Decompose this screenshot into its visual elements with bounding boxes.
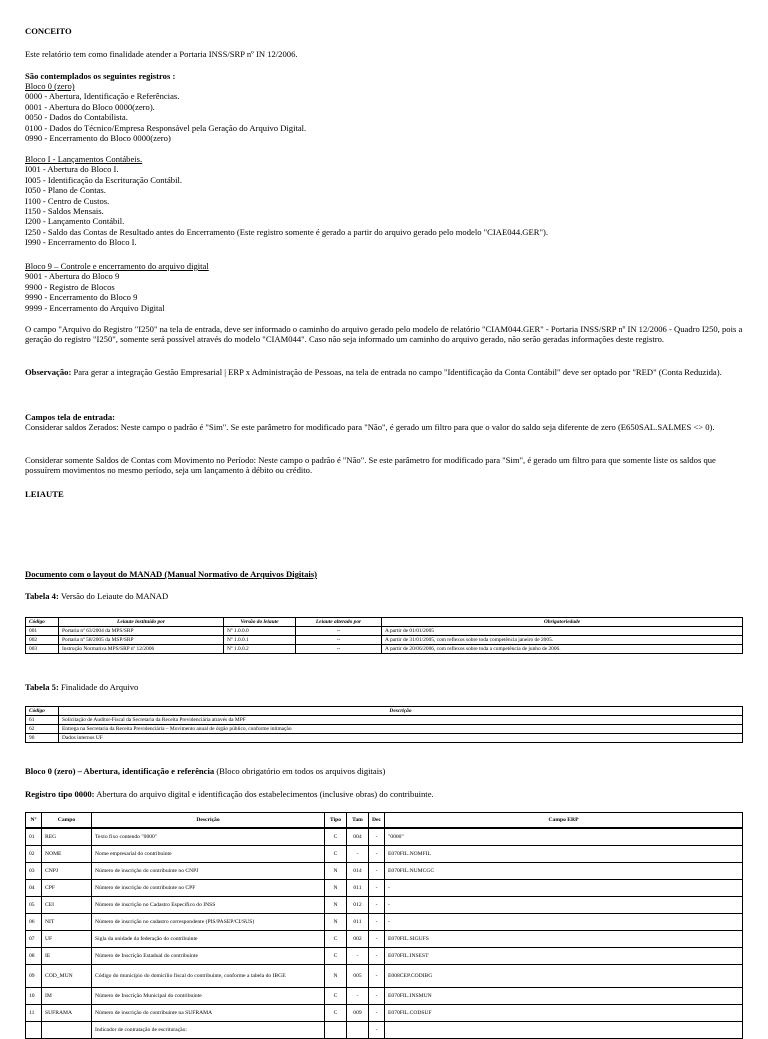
table-cell: "0000"	[385, 829, 743, 846]
list-item: I200 - Lançamento Contábil.	[25, 216, 125, 227]
list-item: 9990 - Encerramento do Bloco 9	[25, 292, 138, 303]
table-cell: -	[369, 931, 385, 948]
table-cell: 01	[26, 829, 42, 846]
campo-registro-paragraph: O campo "Arquivo do Registro "I250" na tela de entrada, deve ser informado o caminho do arquivo gerado pelo modelo de relatório "CIAM044.GER" - Portaria INSS/SRP nº IN 12/2006 - Quadro I250, pois a geração do registro "I250", somente será possível através do modelo "CIAM044". Caso não seja informado um caminho do arquivo gerado, não serão geradas informações deste registro.	[25, 324, 743, 345]
table-cell: E070FIL.CODSUF	[385, 1005, 743, 1022]
table-cell: 014	[347, 863, 369, 880]
table-cell: REG	[42, 829, 92, 846]
table-header-cell: Dec	[369, 813, 385, 828]
observacao-text: Para gerar a integração Gestão Empresarial | ERP x Administração de Pessoas, na tela de entrada no campo "Identificação da Conta Contábil" deve ser optado por "RED" (Conta Reduzida).	[71, 367, 722, 377]
table-cell: 011	[347, 880, 369, 897]
list-item: I001 - Abertura do Bloco I.	[25, 164, 119, 175]
table-cell: N	[325, 863, 347, 880]
table-cell: 09	[26, 965, 42, 988]
table-cell: CEI	[42, 897, 92, 914]
table-cell: N	[325, 880, 347, 897]
list-item: I150 - Saldos Mensais.	[25, 206, 104, 217]
table-cell: Nº 1.0.0.1	[224, 636, 296, 645]
table-cell: Número de inscrição no Cadastro Específico do INSS	[92, 897, 325, 914]
table-cell: -	[369, 846, 385, 863]
table-cell	[385, 1022, 743, 1039]
table-cell: 009	[347, 1005, 369, 1022]
table-row	[26, 846, 743, 863]
table-cell: 005	[347, 965, 369, 988]
table-header-cell: Campo ERP	[385, 813, 743, 828]
table-cell: -	[347, 948, 369, 965]
table-header-cell: Tipo	[325, 813, 347, 828]
intro-text: Este relatório tem como finalidade atender a Portaria INSS/SRP nº IN 12/2006.	[25, 49, 298, 59]
table-row	[26, 880, 743, 897]
table-5-title: Finalidade do Arquivo	[58, 682, 139, 692]
table-header-cell: Leiaute instituído por	[59, 618, 224, 627]
table-4-caption	[25, 591, 168, 601]
table-cell: Portaria nº 63/2004 da MPS/SRP	[59, 627, 224, 636]
table-row	[26, 965, 743, 988]
table-4-label: Tabela 4:	[25, 591, 59, 601]
campos-paragraph-2: Considerar somente Saldos de Contas com Movimento no Período: Neste campo o padrão é "Não". Se este parâmetro for modificado para "Sim", é gerado um filtro para que somente liste os saldos que possuírem movimentos no mesmo período, seja um lançamento à débito ou crédito.	[25, 455, 716, 476]
table-cell: IM	[42, 988, 92, 1005]
table-cell: -	[347, 988, 369, 1005]
list-item: I050 - Plano de Contas.	[25, 185, 106, 196]
bloco-i-title: Bloco I - Lançamentos Contábeis.	[25, 154, 143, 164]
table-cell: 002	[347, 931, 369, 948]
table-header-cell: Descrição	[59, 707, 743, 716]
table-cell: NIT	[42, 914, 92, 931]
table-cell: E070FIL.NUMCGC	[385, 863, 743, 880]
list-item: 0100 - Dados do Técnico/Empresa Responsável pela Geração do Arquivo Digital.	[25, 122, 307, 133]
table-cell: A partir de 20/06/2006, com reflexos sobre toda a competência de junho de 2006.	[382, 645, 743, 654]
table-header-cell: Código	[26, 618, 59, 627]
table-cell: 001	[26, 627, 59, 636]
table-cell: CNPJ	[42, 863, 92, 880]
bloco-0-title: Bloco 0 (zero)	[25, 81, 75, 91]
table-cell	[325, 1022, 347, 1039]
table-cell: E070FIL.INSMUN	[385, 988, 743, 1005]
table-cell: Portaria nº 58/2005 da MSP/SRP	[59, 636, 224, 645]
table-finalidade-arquivo	[25, 706, 743, 743]
table-cell: 11	[26, 1005, 42, 1022]
table-cell: C	[325, 931, 347, 948]
table-cell: -	[347, 846, 369, 863]
table-cell: E008CEP.CODIBG	[385, 965, 743, 988]
list-item: 0001 - Abertura do Bloco 0000(zero).	[25, 101, 155, 112]
manad-doc-title: Documento com o layout do MANAD (Manual Normativo de Arquivos Digitais)	[25, 569, 318, 579]
table-row	[26, 1005, 743, 1022]
registro-0000-note: Abertura do arquivo digital e identificação dos estabelecimentos (inclusive obras) do contribuinte.	[94, 789, 434, 799]
table-registro-0000	[25, 812, 743, 828]
table-cell: Solicitação de Auditor-Fiscal da Secretaria da Receita Previdenciária através da MPF	[59, 716, 743, 725]
observacao-label: Observação:	[25, 367, 72, 377]
table-row	[26, 897, 743, 914]
table-cell: 90	[26, 734, 59, 743]
campos-paragraph-1: Considerar saldos Zerados: Neste campo o padrão é "Sim". Se este parâmetro for modificado para "Não", é gerado um filtro para que o valor do saldo seja diferente de zero (E650SAL.SALMES <> 0).	[25, 422, 715, 432]
list-item: 0050 - Dados do Contabilista.	[25, 112, 128, 123]
table-cell: Número de inscrição no cadastro correspondente (PIS/PASEP/CI/SUS)	[92, 914, 325, 931]
table-cell: Dados internos UF	[59, 734, 743, 743]
table-cell: N	[325, 897, 347, 914]
table-row	[26, 948, 743, 965]
table-cell: -	[369, 897, 385, 914]
list-item: I250 - Saldo das Contas de Resultado antes do Encerramento (Este registro somente é gerado a partir do arquivo gerado pelo modelo "CIAE044.GER").	[25, 226, 548, 237]
table-cell: Número de inscrição do contribuinte na SUFRAMA	[92, 1005, 325, 1022]
table-registro-0000-body	[25, 828, 743, 1039]
table-cell: -	[369, 1005, 385, 1022]
list-item: 9001 - Abertura do Bloco 9	[25, 271, 120, 282]
section-title-conceito: CONCEITO	[25, 26, 72, 36]
table-4-title: Versão do Leiaute do MANAD	[58, 591, 169, 601]
table-cell: UF	[42, 931, 92, 948]
table-cell: C	[325, 846, 347, 863]
registros-heading: São contemplados os seguintes registros :	[25, 71, 176, 81]
table-cell: 10	[26, 988, 42, 1005]
table-cell: IE	[42, 948, 92, 965]
table-cell: -	[369, 948, 385, 965]
table-cell: -	[369, 863, 385, 880]
table-cell: -	[369, 1022, 385, 1039]
table-cell: -	[385, 880, 743, 897]
table-cell: Instrução Normativa MPS/SRP nº 12/2006	[59, 645, 224, 654]
table-cell: N	[325, 914, 347, 931]
table-cell: 04	[26, 880, 42, 897]
table-cell: C	[325, 948, 347, 965]
table-cell: --	[296, 636, 382, 645]
table-cell: -	[369, 880, 385, 897]
list-item: 0990 - Encerramento do Bloco 0000(zero)	[25, 133, 171, 144]
table-cell	[347, 1022, 369, 1039]
table-cell: Sigla da unidade da federação do contribuinte	[92, 931, 325, 948]
table-cell: -	[369, 829, 385, 846]
table-cell: COD_MUN	[42, 965, 92, 988]
table-5-caption	[25, 682, 138, 692]
list-item: 9900 - Registro de Blocos	[25, 281, 115, 292]
table-header-cell: Descrição	[92, 813, 325, 828]
table-cell: -	[385, 897, 743, 914]
bloco-0-heading-note: (Bloco obrigatório em todos os arquivos digitais)	[214, 766, 386, 776]
table-cell: Número de Inscrição Estadual do contribuinte	[92, 948, 325, 965]
table-cell: 06	[26, 914, 42, 931]
table-row	[26, 725, 743, 734]
bloco-i-list	[25, 154, 743, 248]
table-cell: Número de Inscrição Municipal do contribuinte	[92, 988, 325, 1005]
table-cell: 05	[26, 897, 42, 914]
table-cell: 002	[26, 636, 59, 645]
table-header-cell: Nº	[26, 813, 42, 828]
observacao-paragraph	[25, 367, 743, 377]
table-cell: Nome empresarial do contribuinte	[92, 846, 325, 863]
table-cell: 011	[347, 914, 369, 931]
table-cell: N	[325, 965, 347, 988]
table-cell: 02	[26, 846, 42, 863]
table-cell: Código do município do domicílio fiscal do contribuinte, conforme a tabela do IBGE	[92, 965, 325, 988]
table-cell: Número de inscrição do contribuinte no CNPJ	[92, 863, 325, 880]
table-cell: E070FIL.SIGUFS	[385, 931, 743, 948]
table-cell: C	[325, 829, 347, 846]
table-cell: A partir de 31/01/2005, com reflexos sobre toda competência janeiro de 2005.	[382, 636, 743, 645]
table-cell	[26, 1022, 42, 1039]
list-item: I005 - Identificação da Escrituração Contábil.	[25, 174, 183, 185]
table-cell: Texto fixo contendo "0000"	[92, 829, 325, 846]
registro-0000-title: Registro tipo 0000:	[25, 789, 95, 799]
table-cell: -	[369, 965, 385, 988]
table-cell: 03	[26, 863, 42, 880]
table-cell: Indicador de contratação de escrituração:	[92, 1022, 325, 1039]
table-header-cell: Campo	[42, 813, 92, 828]
table-row	[26, 1022, 743, 1039]
table-cell: --	[296, 645, 382, 654]
table-header-cell: Tam	[347, 813, 369, 828]
table-cell: 012	[347, 897, 369, 914]
list-item: I100 - Centro de Custos.	[25, 195, 110, 206]
list-item: I990 - Encerramento do Bloco I.	[25, 237, 137, 248]
list-item: 9999 - Encerramento do Arquivo Digital	[25, 302, 165, 313]
table-cell: E070FIL.NOMFIL	[385, 846, 743, 863]
table-row	[26, 716, 743, 725]
table-cell: -	[369, 988, 385, 1005]
table-cell: C	[325, 1005, 347, 1022]
bloco-0-heading-title: Bloco 0 (zero) – Abertura, identificação e referência	[25, 766, 215, 776]
table-row	[26, 645, 743, 654]
table-row	[26, 988, 743, 1005]
table-cell: 08	[26, 948, 42, 965]
table-cell: E070FIL.INSEST	[385, 948, 743, 965]
table-row	[26, 734, 743, 743]
bloco-9-title: Bloco 9 – Controle e encerramento do arquivo digital	[25, 261, 209, 271]
table-row	[26, 627, 743, 636]
table-cell: Nº 1.0.0.0	[224, 627, 296, 636]
table-header-row	[26, 618, 743, 627]
table-cell: A partir de 01/01/2005	[382, 627, 743, 636]
table-header-row	[26, 813, 743, 828]
bloco-0-list	[25, 81, 743, 143]
table-row	[26, 636, 743, 645]
table-row	[26, 829, 743, 846]
table-cell: -	[369, 914, 385, 931]
table-cell: Entrega na Secretaria da Receita Previdenciária – Movimento anual de órgão público, conforme intimação	[59, 725, 743, 734]
table-cell: 07	[26, 931, 42, 948]
table-cell: SUFRAMA	[42, 1005, 92, 1022]
table-header-cell: Obrigatoriedade	[382, 618, 743, 627]
table-cell: CPF	[42, 880, 92, 897]
table-row	[26, 914, 743, 931]
table-cell: C	[325, 988, 347, 1005]
table-cell: 62	[26, 725, 59, 734]
bloco-0-heading	[25, 766, 385, 776]
list-item: 0000 - Abertura, Identificação e Referências.	[25, 91, 180, 102]
table-cell: --	[296, 627, 382, 636]
table-row	[26, 863, 743, 880]
table-header-row	[26, 707, 743, 716]
campos-heading: Campos tela de entrada:	[25, 412, 115, 422]
table-cell: 61	[26, 716, 59, 725]
table-header-cell: Código	[26, 707, 59, 716]
registro-0000-heading	[25, 789, 434, 799]
table-cell: -	[385, 914, 743, 931]
table-cell: Número de inscrição do contribuinte no CPF	[92, 880, 325, 897]
table-cell: 004	[347, 829, 369, 846]
table-cell: Nº 1.0.0.2	[224, 645, 296, 654]
table-header-cell: Versão do leiaute	[224, 618, 296, 627]
bloco-9-list	[25, 261, 743, 313]
table-cell: NOME	[42, 846, 92, 863]
table-header-cell: Leiaute alterado por	[296, 618, 382, 627]
table-versao-leiaute	[25, 617, 743, 654]
table-cell: 003	[26, 645, 59, 654]
section-title-leiaute: LEIAUTE	[25, 489, 64, 499]
table-cell	[42, 1022, 92, 1039]
table-row	[26, 931, 743, 948]
table-5-label: Tabela 5:	[25, 682, 59, 692]
